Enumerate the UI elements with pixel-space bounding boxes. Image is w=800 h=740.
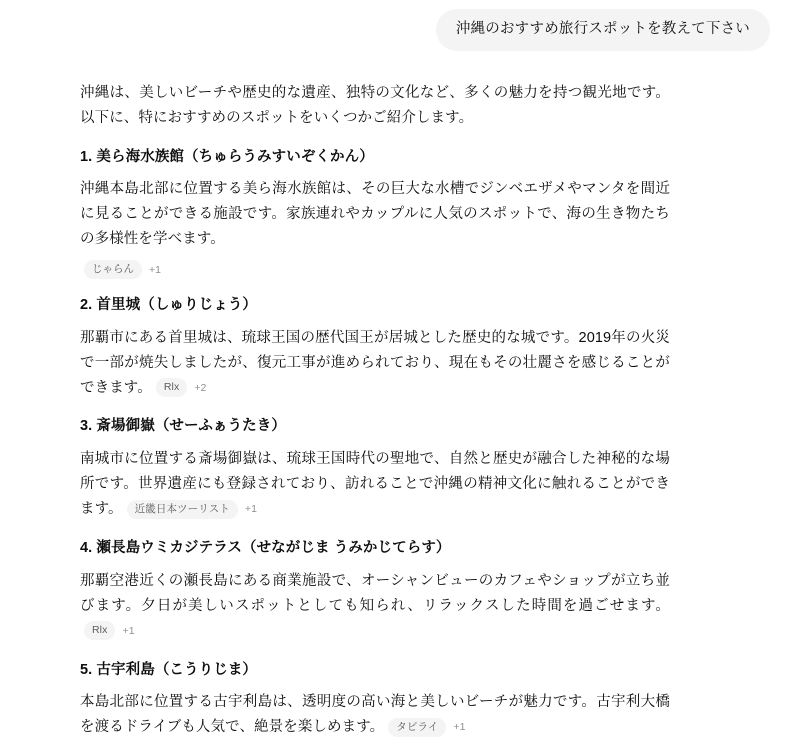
assistant-message <box>0 51 800 740</box>
citation-chip[interactable]: タビライ <box>388 718 446 737</box>
citation-more-count[interactable]: +1 <box>122 624 135 637</box>
section-heading-5: 5. 古宇利島（こうりじま） <box>80 661 258 678</box>
section-body-1: 沖縄本島北部に位置する美ら海水族館は、その巨大な水槽でジンベエザメやマンタを間近に見ることができる施設です。家族連れやカップルに人気のスポットで、海の生き物たちの多様性を学べます。 <box>80 181 670 248</box>
citation-chip[interactable]: じゃらん <box>84 260 142 279</box>
section-body-5 <box>80 690 670 740</box>
citation-chip[interactable]: 近畿日本ツーリスト <box>127 500 238 519</box>
citation-more-count[interactable]: +1 <box>244 503 258 516</box>
section-body-4-text: 那覇空港近くの瀬長島にある商業施設で、オーシャンビューのカフェやショップが立ち並びます。夕日が美しいスポットとしても知られ、リラックスした時間を過ごせます。 <box>80 572 670 614</box>
section-heading-4: 4. 瀬長島ウミカジテラス（せながじま うみかじてらす） <box>80 540 451 556</box>
citation-group-2 <box>156 378 209 397</box>
section-heading-3: 3. 斎場御嶽（せーふぁうたき） <box>80 418 286 435</box>
citation-group-4 <box>84 621 137 640</box>
assistant-intro-paragraph: 沖縄は、美しいビーチや歴史的な遺産、独特の文化など、多くの魅力を持つ観光地です。以下に、特におすすめのスポットをいくつかご紹介します。 <box>80 84 670 126</box>
section-heading-1: 1. 美ら海水族館（ちゅらうみすいぞくかん） <box>80 148 374 165</box>
section-body-4 <box>80 569 670 644</box>
section-body-5-text: 本島北部に位置する古宇利島は、透明度の高い海と美しいビーチが魅力です。古宇利大橋を渡るドライブも人気で、絶景を楽しめます。 <box>80 694 670 736</box>
user-message-row <box>0 0 800 51</box>
citation-chip[interactable]: Rlx <box>156 378 187 397</box>
citation-more-count[interactable]: +1 <box>453 721 466 734</box>
citation-chip[interactable]: Rlx <box>84 621 115 640</box>
section-body-3-text: 南城市に位置する斎場御嶽は、琉球王国時代の聖地で、自然と歴史が融合した神秘的な場所です。世界遺産にも登録されており、訪れることで沖縄の精神文化に触れることができます。 <box>80 451 670 518</box>
citation-group-1 <box>80 260 670 279</box>
section-body-2-text: 那覇市にある首里城は、琉球王国の歴代国王が居城とした歴史的な城です。2019年の火災で一部が焼失しましたが、復元工事が進められており、現在もその壮麗さを感じることができます。 <box>80 329 670 396</box>
citation-more-count[interactable]: +2 <box>194 381 207 394</box>
citation-group-3 <box>127 500 259 519</box>
citation-group-5 <box>388 718 467 737</box>
section-heading-2: 2. 首里城（しゅりじょう） <box>80 296 258 313</box>
citation-more-count[interactable]: +1 <box>149 263 161 276</box>
user-message-bubble[interactable]: 沖縄のおすすめ旅行スポットを教えて下さい <box>436 9 770 51</box>
section-body-3 <box>80 447 670 522</box>
section-body-2 <box>80 326 670 401</box>
